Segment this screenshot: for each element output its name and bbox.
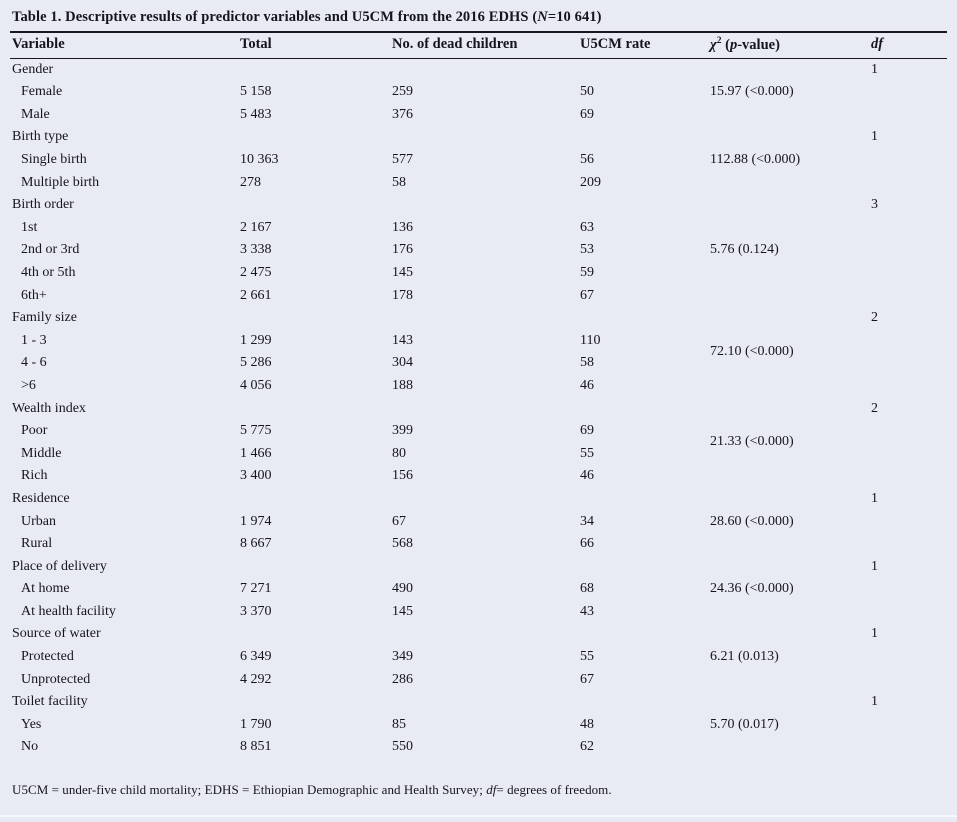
- cell-total: 4 292: [240, 671, 272, 687]
- cell-u5cm-rate: [578, 555, 708, 578]
- cell-dead-children: 145: [392, 603, 413, 619]
- cell-dead-children: [390, 488, 578, 511]
- table-row-group: [10, 691, 947, 714]
- cell-variable: Female: [21, 84, 63, 100]
- cell-u5cm-rate: [578, 397, 708, 420]
- table-row-item: [10, 736, 947, 759]
- table-row-group: [10, 488, 947, 511]
- cell-variable: 2nd or 3rd: [21, 242, 80, 258]
- cell-variable: 6th+: [21, 287, 47, 303]
- cell-variable: Rich: [21, 468, 48, 484]
- cell-df: 1: [871, 61, 878, 77]
- table-row-group: [10, 307, 947, 330]
- cell-variable: Urban: [21, 513, 56, 529]
- cell-total: [238, 691, 390, 714]
- cell-chi-square: [708, 488, 869, 511]
- cell-df: 3: [871, 197, 878, 213]
- cell-u5cm-rate: 55: [580, 649, 594, 665]
- cell-chi-square: 15.97 (<0.000): [710, 84, 794, 100]
- cell-dead-children: [390, 623, 578, 646]
- cell-dead-children: [390, 307, 578, 330]
- cell-u5cm-rate: 58: [580, 355, 594, 371]
- table-title-n: N: [537, 9, 548, 25]
- cell-chi-square: [708, 623, 869, 646]
- cell-u5cm-rate: 110: [580, 332, 601, 348]
- cell-u5cm-rate: 68: [580, 581, 594, 597]
- table-header: [10, 33, 947, 58]
- cell-total: [238, 307, 390, 330]
- cell-dead-children: [390, 691, 578, 714]
- cell-variable: 1st: [21, 219, 38, 235]
- col-header-u5cm-rate: U5CM rate: [578, 33, 708, 58]
- cell-df: [869, 352, 947, 375]
- table-row-group: [10, 397, 947, 420]
- table-row-item: [10, 284, 947, 307]
- cell-dead-children: 136: [392, 219, 413, 235]
- cell-df: [869, 668, 947, 691]
- table-row-group: [10, 58, 947, 81]
- cell-dead-children: 399: [392, 423, 413, 439]
- footnote-df: df: [486, 781, 497, 797]
- cell-u5cm-rate: 46: [580, 377, 594, 393]
- cell-dead-children: [390, 58, 578, 81]
- table-row-item: [10, 262, 947, 285]
- cell-dead-children: 259: [392, 84, 413, 100]
- cell-df: 2: [871, 310, 878, 326]
- cell-chi-square: [708, 194, 869, 217]
- col-header-df: df: [869, 33, 947, 58]
- cell-chi-square: [708, 555, 869, 578]
- cell-total: 2 475: [240, 264, 272, 280]
- cell-dead-children: 577: [392, 152, 413, 167]
- table-row-group: [10, 194, 947, 217]
- table-row-group: [10, 126, 947, 149]
- cell-u5cm-rate: 209: [580, 174, 601, 190]
- col-header-total: Total: [238, 33, 390, 58]
- cell-dead-children: [390, 555, 578, 578]
- cell-chi-square: [708, 533, 869, 556]
- cell-u5cm-rate: 63: [580, 219, 594, 235]
- cell-df: [869, 81, 947, 104]
- cell-total: [238, 126, 390, 149]
- cell-dead-children: 304: [392, 355, 413, 371]
- cell-u5cm-rate: [578, 691, 708, 714]
- cell-dead-children: 145: [392, 264, 413, 280]
- p-symbol: p: [729, 36, 738, 53]
- cell-chi-square: [708, 262, 869, 285]
- table-row-item: [10, 171, 947, 194]
- table-header-row: [10, 33, 947, 58]
- cell-df: [869, 104, 947, 127]
- table-row-item: [10, 714, 947, 737]
- table-title-text: Table 1. Descriptive results of predictor variables and U5CM from the 2016 EDHS (: [12, 9, 538, 25]
- cell-chi-square: [708, 375, 869, 398]
- table-row-item: [10, 601, 947, 624]
- cell-total: 2 167: [240, 219, 272, 235]
- cell-df: [869, 442, 947, 465]
- cell-chi-square: 28.60 (<0.000): [710, 513, 794, 529]
- cell-chi-square: 24.36 (<0.000): [710, 581, 794, 597]
- cell-chi-square: 112.88 (<0.000): [710, 152, 801, 167]
- cell-u5cm-rate: 34: [580, 513, 594, 529]
- cell-df: [869, 533, 947, 556]
- cell-u5cm-rate: 67: [580, 671, 594, 687]
- cell-dead-children: 568: [392, 536, 413, 552]
- cell-total: 7 271: [240, 581, 272, 597]
- cell-chi-square: 21.33 (<0.000): [710, 434, 794, 450]
- cell-chi-square: [708, 104, 869, 127]
- cell-u5cm-rate: 50: [580, 84, 594, 100]
- cell-total: [238, 623, 390, 646]
- cell-u5cm-rate: 69: [580, 106, 594, 122]
- cell-total: [238, 194, 390, 217]
- cell-dead-children: 550: [392, 739, 413, 755]
- cell-df: [869, 284, 947, 307]
- cell-chi-square: [708, 126, 869, 149]
- cell-u5cm-rate: 62: [580, 739, 594, 755]
- table-row-item: [10, 465, 947, 488]
- table-title-post: =10 641): [547, 9, 602, 25]
- cell-u5cm-rate: [578, 194, 708, 217]
- cell-variable: No: [21, 739, 39, 755]
- table-row-item: [10, 329, 947, 352]
- cell-u5cm-rate: [578, 307, 708, 330]
- cell-variable: Male: [21, 106, 50, 122]
- col-header-chi-square: $\chi^2$ (p-value): [708, 33, 869, 58]
- cell-dead-children: 178: [392, 287, 413, 303]
- cell-chi-square: [708, 171, 869, 194]
- cell-u5cm-rate: 48: [580, 716, 594, 732]
- cell-df: [869, 510, 947, 533]
- cell-dead-children: 286: [392, 671, 413, 687]
- cell-df: 1: [871, 490, 878, 506]
- cell-df: 1: [871, 694, 878, 710]
- cell-u5cm-rate: 59: [580, 264, 594, 280]
- cell-chi-square: 5.76 (0.124): [710, 242, 779, 258]
- cell-total: 1 299: [240, 332, 272, 348]
- cell-dead-children: 376: [392, 106, 413, 122]
- cell-df: 1: [871, 558, 878, 574]
- table-container: [10, 5, 947, 798]
- cell-variable: Wealth index: [12, 400, 86, 416]
- cell-chi-square: 72.10 (<0.000): [710, 344, 794, 360]
- table-row-item: [10, 375, 947, 398]
- table-footnote: U5CM = under-five child mortality; EDHS = Ethiopian Demographic and Health Survey; df= degrees of freedom.: [12, 781, 612, 797]
- cell-u5cm-rate: [578, 623, 708, 646]
- cell-chi-square: [708, 465, 869, 488]
- cell-u5cm-rate: 67: [580, 287, 594, 303]
- cell-chi-square: 5.70 (0.017): [710, 716, 779, 732]
- cell-variable: Toilet facility: [12, 694, 88, 710]
- cell-df: 2: [871, 400, 878, 416]
- cell-dead-children: 85: [392, 716, 406, 732]
- cell-total: 8 667: [240, 536, 272, 552]
- cell-dead-children: 490: [392, 581, 413, 597]
- cell-variable: Unprotected: [21, 671, 91, 687]
- cell-u5cm-rate: 46: [580, 468, 594, 484]
- cell-df: [869, 601, 947, 624]
- cell-total: 6 349: [240, 649, 272, 665]
- cell-dead-children: 143: [392, 332, 413, 348]
- cell-df: [869, 465, 947, 488]
- cell-total: 5 286: [240, 355, 272, 371]
- cell-variable: Rural: [21, 536, 53, 552]
- table-row-item: [10, 510, 947, 533]
- cell-total: 5 483: [240, 106, 272, 122]
- table-row-item: [10, 81, 947, 104]
- cell-u5cm-rate: 69: [580, 423, 594, 439]
- table-title: [10, 5, 947, 33]
- cell-u5cm-rate: 43: [580, 603, 594, 619]
- cell-u5cm-rate: 55: [580, 445, 594, 461]
- cell-df: [869, 375, 947, 398]
- cell-total: 1 466: [240, 445, 272, 461]
- cell-variable: 4th or 5th: [21, 264, 76, 280]
- cell-chi-square: [708, 216, 869, 239]
- cell-chi-square: [708, 397, 869, 420]
- cell-variable: Birth order: [12, 197, 74, 213]
- cell-variable: 4 - 6: [21, 355, 47, 371]
- cell-variable: Source of water: [12, 626, 101, 642]
- cell-df: 1: [871, 626, 878, 642]
- cell-total: [238, 488, 390, 511]
- cell-variable: Birth type: [12, 129, 69, 145]
- cell-variable: Poor: [21, 423, 48, 439]
- cell-variable: Place of delivery: [12, 558, 107, 574]
- cell-u5cm-rate: 53: [580, 242, 594, 258]
- cell-total: [238, 58, 390, 81]
- cell-total: 4 056: [240, 377, 272, 393]
- table-row-item: [10, 668, 947, 691]
- cell-variable: Protected: [21, 649, 74, 665]
- cell-df: 1: [871, 129, 878, 145]
- table-row-group: [10, 555, 947, 578]
- cell-chi-square: [708, 284, 869, 307]
- table-row-item: [10, 578, 947, 601]
- cell-chi-square: [708, 691, 869, 714]
- page-bottom-divider: [0, 815, 957, 817]
- cell-chi-square: 6.21 (0.013): [710, 649, 779, 665]
- cell-total: [238, 555, 390, 578]
- chi-superscript: 2: [716, 36, 722, 46]
- table-row-item: [10, 420, 947, 443]
- cell-dead-children: 67: [392, 513, 406, 529]
- cell-total: 8 851: [240, 739, 272, 755]
- cell-dead-children: [390, 126, 578, 149]
- cell-u5cm-rate: 66: [580, 536, 594, 552]
- cell-chi-square: [708, 668, 869, 691]
- cell-variable: Gender: [12, 61, 54, 77]
- cell-total: 3 370: [240, 603, 272, 619]
- cell-df: [869, 578, 947, 601]
- cell-df: [869, 149, 947, 172]
- descriptive-results-table: [10, 33, 947, 759]
- cell-variable: Residence: [12, 490, 70, 506]
- cell-variable: >6: [21, 377, 36, 393]
- cell-chi-square: [708, 736, 869, 759]
- cell-df: [869, 736, 947, 759]
- table-row-item: [10, 533, 947, 556]
- cell-total: 5 775: [240, 423, 272, 439]
- table-row-item: [10, 149, 947, 172]
- cell-variable: Multiple birth: [21, 174, 100, 190]
- cell-variable: Family size: [12, 310, 77, 326]
- table-row-group: [10, 623, 947, 646]
- chi-symbol: χ: [710, 36, 717, 53]
- cell-total: 5 158: [240, 84, 272, 100]
- cell-chi-square: [708, 601, 869, 624]
- cell-variable: Single birth: [21, 152, 87, 167]
- cell-dead-children: 349: [392, 649, 413, 665]
- cell-total: 278: [240, 174, 261, 190]
- cell-dead-children: [390, 194, 578, 217]
- cell-variable: At health facility: [21, 603, 116, 619]
- cell-variable: Middle: [21, 445, 62, 461]
- cell-df: [869, 216, 947, 239]
- cell-total: 1 974: [240, 513, 272, 529]
- cell-dead-children: 80: [392, 445, 406, 461]
- table-row-item: [10, 239, 947, 262]
- cell-variable: Yes: [21, 716, 42, 732]
- cell-u5cm-rate: [578, 126, 708, 149]
- cell-total: 10 363: [240, 152, 279, 167]
- cell-u5cm-rate: 56: [580, 152, 594, 167]
- cell-dead-children: 176: [392, 242, 413, 258]
- cell-dead-children: 58: [392, 174, 406, 190]
- cell-dead-children: 188: [392, 377, 413, 393]
- table-body: [10, 58, 947, 758]
- cell-dead-children: 156: [392, 468, 413, 484]
- cell-df: [869, 329, 947, 352]
- table-row-item: [10, 104, 947, 127]
- cell-variable: 1 - 3: [21, 332, 47, 348]
- cell-df: [869, 171, 947, 194]
- cell-df: [869, 714, 947, 737]
- col-header-variable: Variable: [10, 33, 238, 58]
- cell-df: [869, 646, 947, 669]
- cell-variable: At home: [21, 581, 70, 597]
- table-row-item: [10, 646, 947, 669]
- cell-u5cm-rate: [578, 58, 708, 81]
- cell-df: [869, 262, 947, 285]
- cell-chi-square: [708, 58, 869, 81]
- cell-u5cm-rate: [578, 488, 708, 511]
- cell-total: 3 338: [240, 242, 272, 258]
- cell-chi-square: [708, 307, 869, 330]
- cell-dead-children: [390, 397, 578, 420]
- cell-total: [238, 397, 390, 420]
- cell-total: 2 661: [240, 287, 272, 303]
- table-row-item: [10, 216, 947, 239]
- cell-total: 3 400: [240, 468, 272, 484]
- cell-df: [869, 239, 947, 262]
- col-header-dead-children: No. of dead children: [390, 33, 578, 58]
- cell-df: [869, 420, 947, 443]
- cell-total: 1 790: [240, 716, 272, 732]
